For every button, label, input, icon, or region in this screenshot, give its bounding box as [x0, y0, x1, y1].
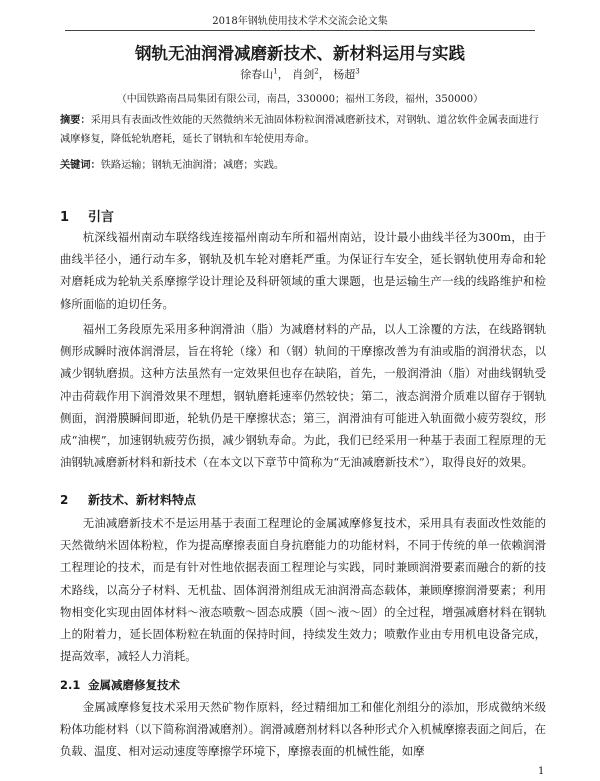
author-name: 肖剑	[292, 68, 315, 81]
section-number: 1	[60, 210, 70, 225]
running-head: 2018年钢轨使用技术学术交流会论文集	[212, 16, 388, 27]
section-number: 2	[60, 493, 69, 507]
paragraph-intro-1: 杭深线福州南动车联络线连接福州南动车所和福州南站，设计最小曲线半径为300m，由于曲线半径小，通行动车多，钢轨及机车轮对磨耗严重。为保证行车安全，延长钢轨使用寿命和轮对磨耗成为轮轨关系摩擦学设计理论及科研领域的重大课题，也是运输生产一线的线路维护和检修所面临的迫切任务。	[60, 230, 546, 311]
keywords-label: 关键词：	[60, 160, 101, 171]
author-name: 杨超	[333, 68, 356, 81]
author-name: 徐春山	[240, 68, 274, 81]
section-heading-1	[60, 206, 114, 225]
page-number: 1	[538, 766, 545, 777]
section-title: 新技术、新材料特点	[88, 493, 197, 507]
paragraph-repair: 金属减摩修复技术采用天然矿物作原料，经过精细加工和催化剂组分的添加，形成微纳米级粉体功能材料（以下简称润滑减磨剂）。润滑减磨剂材料以各种形式介入机械摩擦表面之间后，在负载、温度、相对运动速度等摩擦学环境下，摩擦表面的机械性能，如摩	[60, 700, 546, 759]
subsection-number: 2.1	[60, 678, 81, 692]
paragraph-features: 无油减磨新技术不是运用基于表面工程理论的金属减摩修复技术，采用具有表面改性效能的天然微纳米固体粉粒，作为提高摩擦表面自身抗磨能力的功能材料，不同于传统的单一依赖润滑工程理论的技术，而是有针对性地依据表面工程理论与实践，同时兼顾润滑要素而融合的新的技术路线，以高分子材料、无机盐、固体润滑剂组成无油润滑高态载体，兼顾摩擦润滑要素；利用物相变化实现由固体材料～液态喷敷～固态成膜（固～液～固）的全过程，增强减磨材料在钢轨上的附着力，延长固体粉粒在轨面的保持时间，持续发生效力；喷敷作业由专用机电设备完成，提高效率，减轻人力消耗。	[60, 516, 546, 664]
affiliation: （中国铁路南昌局集团有限公司，南昌，330000；福州工务段，福州，350000）	[116, 94, 484, 105]
paragraph-intro-2: 福州工务段原先采用多种润滑油（脂）为减磨材料的产品，以人工涂覆的方法，在线路钢轨侧形成瞬时液体润滑层，旨在将轮（缘）和（钢）轨间的干摩擦改善为有油或脂的润滑状态，以减少钢轨磨损。这种方法虽然有一定效果但也存在缺陷，首先，一般润滑油（脂）对曲线钢轨受冲击荷载作用下润滑效果不理想，钢轨磨耗速率仍然较快；第二，液态润滑介质难以留存于钢轨侧面，润滑膜瞬间即逝，轮轨仍是干摩擦状态；第三，润滑油有可能进入轨面微小疲劳裂纹，形成“油楔”，加速钢轨疲劳伤损，减少钢轨寿命。为此，我们已经采用一种基于表面工程原理的无油钢轨减磨新材料和新技术（在本文以下章节中简称为“无油减磨新技术”），取得良好的效果。	[60, 322, 546, 470]
author-mark: 3	[355, 67, 360, 76]
keywords	[60, 156, 546, 175]
keywords-text: 铁路运输；钢轨无油润滑；减磨；实践。	[100, 160, 285, 171]
header-rule	[65, 30, 535, 31]
paper-title: 钢轨无油润滑减磨新技术、新材料运用与实践	[135, 44, 465, 63]
section-title: 引言	[88, 210, 115, 225]
author-mark: 1	[273, 67, 278, 76]
abstract-label: 摘要：	[60, 115, 91, 126]
subsection-heading-2-1	[60, 677, 180, 693]
abstract	[60, 111, 546, 149]
author-line: 徐春山$^1$， 肖剑$^2$， 杨超$^3$	[240, 67, 360, 81]
section-heading-2	[60, 491, 196, 508]
abstract-text: 采用具有表面改性效能的天然微纳米无油固体粉粒润滑减磨新技术，对钢轨、道岔软件金属表面进行减摩修复，降低轮轨磨耗，延长了钢轨和车轮使用寿命。	[60, 115, 539, 145]
subsection-title: 金属减磨修复技术	[88, 678, 180, 692]
author-mark: 2	[314, 67, 319, 76]
